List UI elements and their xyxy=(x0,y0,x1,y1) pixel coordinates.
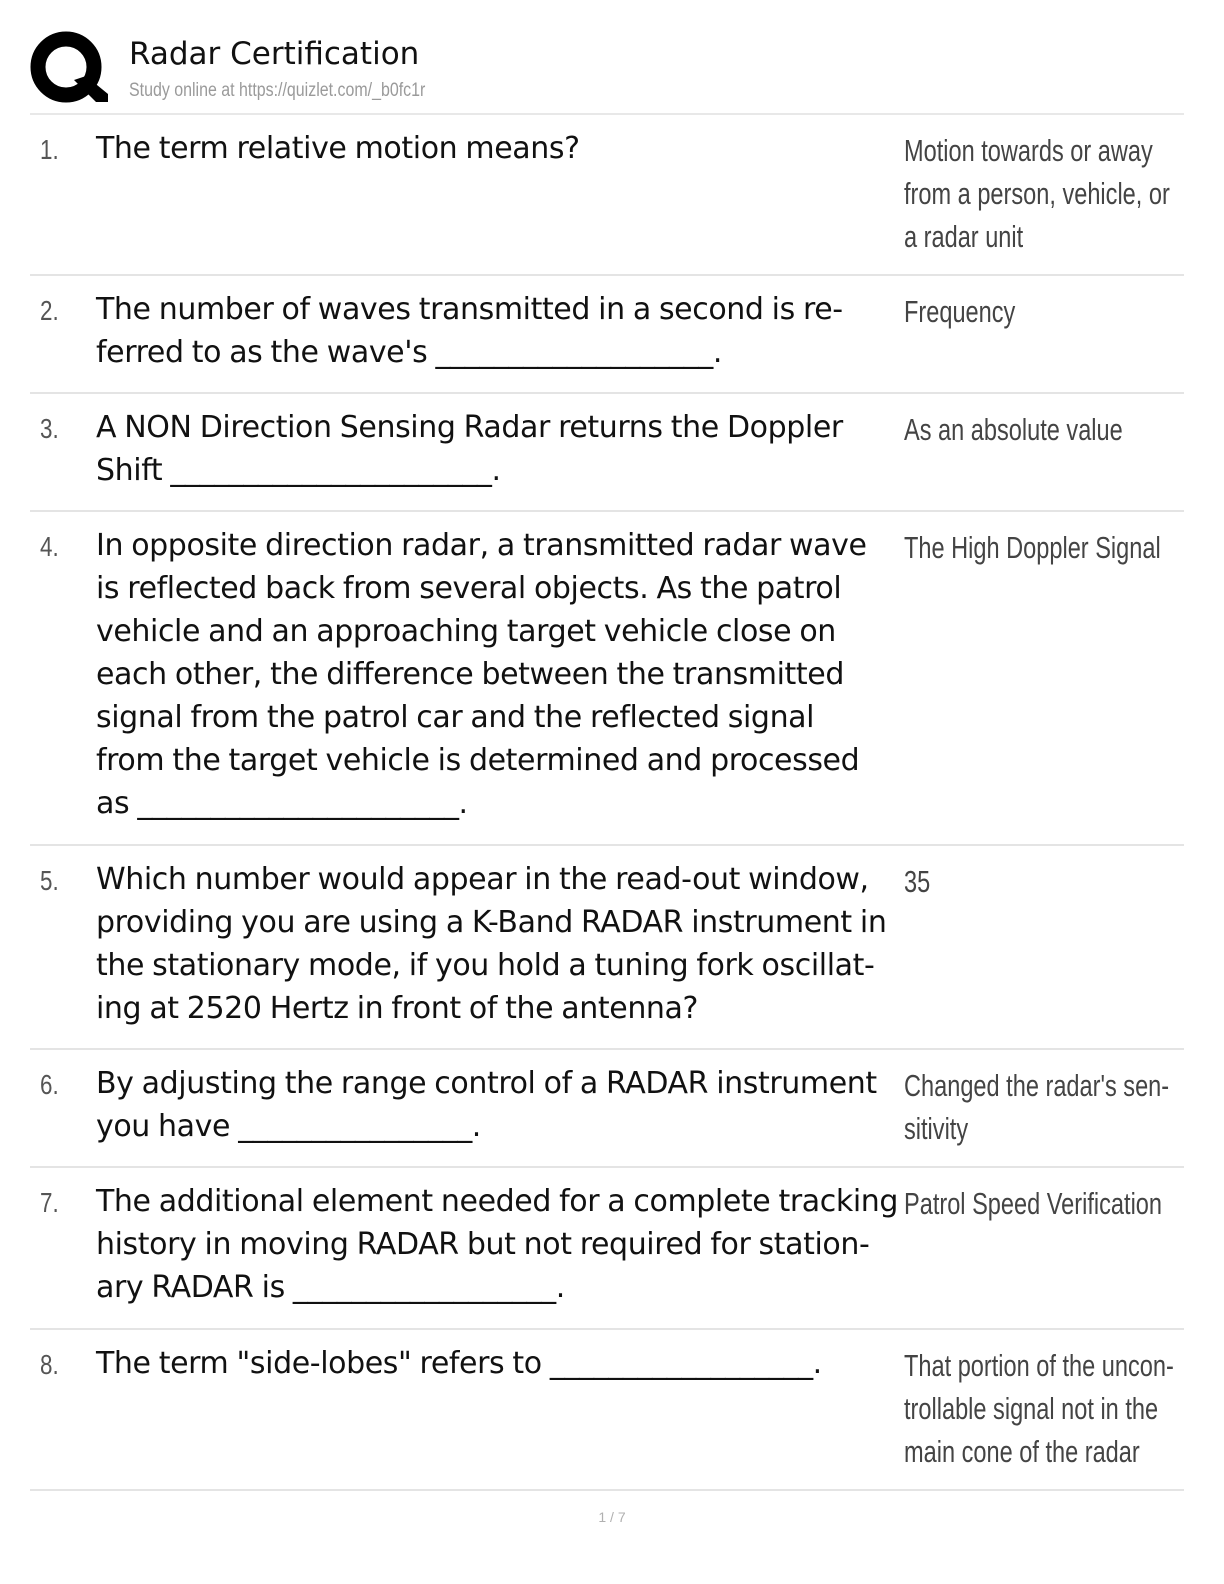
card-term-line: The term relative motion means? xyxy=(96,131,580,166)
card-definition-line: The High Doppler Signal xyxy=(904,530,1161,565)
page-title: Radar Certification xyxy=(129,36,420,72)
quizlet-q-logo-icon xyxy=(30,30,108,108)
card-term-line: vehicle and an approaching target vehicle close on xyxy=(96,614,836,649)
page-header xyxy=(30,28,1184,114)
card-definition-line: a radar unit xyxy=(904,219,1024,254)
card-number: 1. xyxy=(40,134,59,165)
card-term xyxy=(96,127,896,170)
card-term-line: providing you are using a K-Band RADAR instrument in xyxy=(96,905,887,940)
card-definition xyxy=(904,1182,1162,1225)
flashcard xyxy=(30,1330,1184,1491)
card-term xyxy=(96,1342,896,1385)
card-term xyxy=(96,406,896,492)
card-definition xyxy=(904,129,1170,258)
card-number: 3. xyxy=(40,413,59,444)
card-definition-line: Changed the radar's sen- xyxy=(904,1068,1170,1103)
card-term xyxy=(96,1180,899,1309)
card-term-line: ferred to as the wave's ___________________. xyxy=(96,335,722,370)
card-term xyxy=(96,288,896,374)
card-definition-line: As an absolute value xyxy=(904,412,1123,447)
card-definition-line: 35 xyxy=(904,864,931,899)
card-term-line: A NON Direction Sensing Radar returns the Doppler xyxy=(96,410,843,445)
card-definition-line: That portion of the uncon- xyxy=(904,1348,1174,1383)
flashcard xyxy=(30,1050,1184,1168)
card-term-line: history in moving RADAR but not required for station- xyxy=(96,1227,870,1262)
card-definition xyxy=(904,290,1162,333)
card-number: 2. xyxy=(40,295,59,326)
card-term xyxy=(96,1062,896,1148)
card-term-line: is reflected back from several objects. As the patrol xyxy=(96,571,842,606)
card-definition-line: Frequency xyxy=(904,294,1016,329)
study-online-link[interactable]: Study online at https://quizlet.com/_b0fc1r xyxy=(129,80,426,101)
card-number: 4. xyxy=(40,531,59,562)
card-definition-line: main cone of the radar xyxy=(904,1434,1140,1469)
card-term-line: you have ________________. xyxy=(96,1109,481,1144)
card-definition xyxy=(904,526,1162,569)
card-term-line: Shift ______________________. xyxy=(96,453,501,488)
card-term-line: The additional element needed for a complete tracking xyxy=(96,1184,899,1219)
card-definition xyxy=(904,408,1162,451)
card-definition-line: Motion towards or away xyxy=(904,133,1153,168)
card-term-line: The term "side-lobes" refers to __________________. xyxy=(96,1346,822,1381)
card-definition-line: from a person, vehicle, or xyxy=(904,176,1170,211)
card-term-line: the stationary mode, if you hold a tuning fork oscillat- xyxy=(96,948,875,983)
card-number: 6. xyxy=(40,1069,59,1100)
card-term-line: The number of waves transmitted in a second is re- xyxy=(96,292,843,327)
card-term xyxy=(96,524,896,825)
card-definition-line: Patrol Speed Verification xyxy=(904,1186,1163,1221)
card-term-line: signal from the patrol car and the reflected signal xyxy=(96,700,815,735)
card-definition xyxy=(904,1064,1170,1150)
card-term-line: from the target vehicle is determined and processed xyxy=(96,743,860,778)
flashcard xyxy=(30,846,1184,1050)
flashcard xyxy=(30,394,1184,512)
card-number: 5. xyxy=(40,865,59,896)
card-term-line: as ______________________. xyxy=(96,786,468,821)
card-term-line: In opposite direction radar, a transmitted radar wave xyxy=(96,528,867,563)
card-definition xyxy=(904,860,1162,903)
card-number: 7. xyxy=(40,1187,59,1218)
card-definition-line: sitivity xyxy=(904,1111,969,1146)
card-term-line: ary RADAR is __________________. xyxy=(96,1270,565,1305)
flashcard xyxy=(30,1168,1184,1330)
card-term-line: Which number would appear in the read-out window, xyxy=(96,862,869,897)
flashcard xyxy=(30,512,1184,846)
card-definition-line: trollable signal not in the xyxy=(904,1391,1159,1426)
card-term xyxy=(96,858,896,1030)
card-definition xyxy=(904,1344,1174,1473)
card-term-line: By adjusting the range control of a RADAR instrument xyxy=(96,1066,877,1101)
card-term-line: ing at 2520 Hertz in front of the antenna? xyxy=(96,991,699,1026)
flashcard xyxy=(30,115,1184,276)
card-number: 8. xyxy=(40,1349,59,1380)
flashcard xyxy=(30,276,1184,394)
flashcard-list xyxy=(30,115,1184,1491)
page-number: 1 / 7 xyxy=(598,1509,626,1525)
card-term-line: each other, the difference between the transmitted xyxy=(96,657,844,692)
